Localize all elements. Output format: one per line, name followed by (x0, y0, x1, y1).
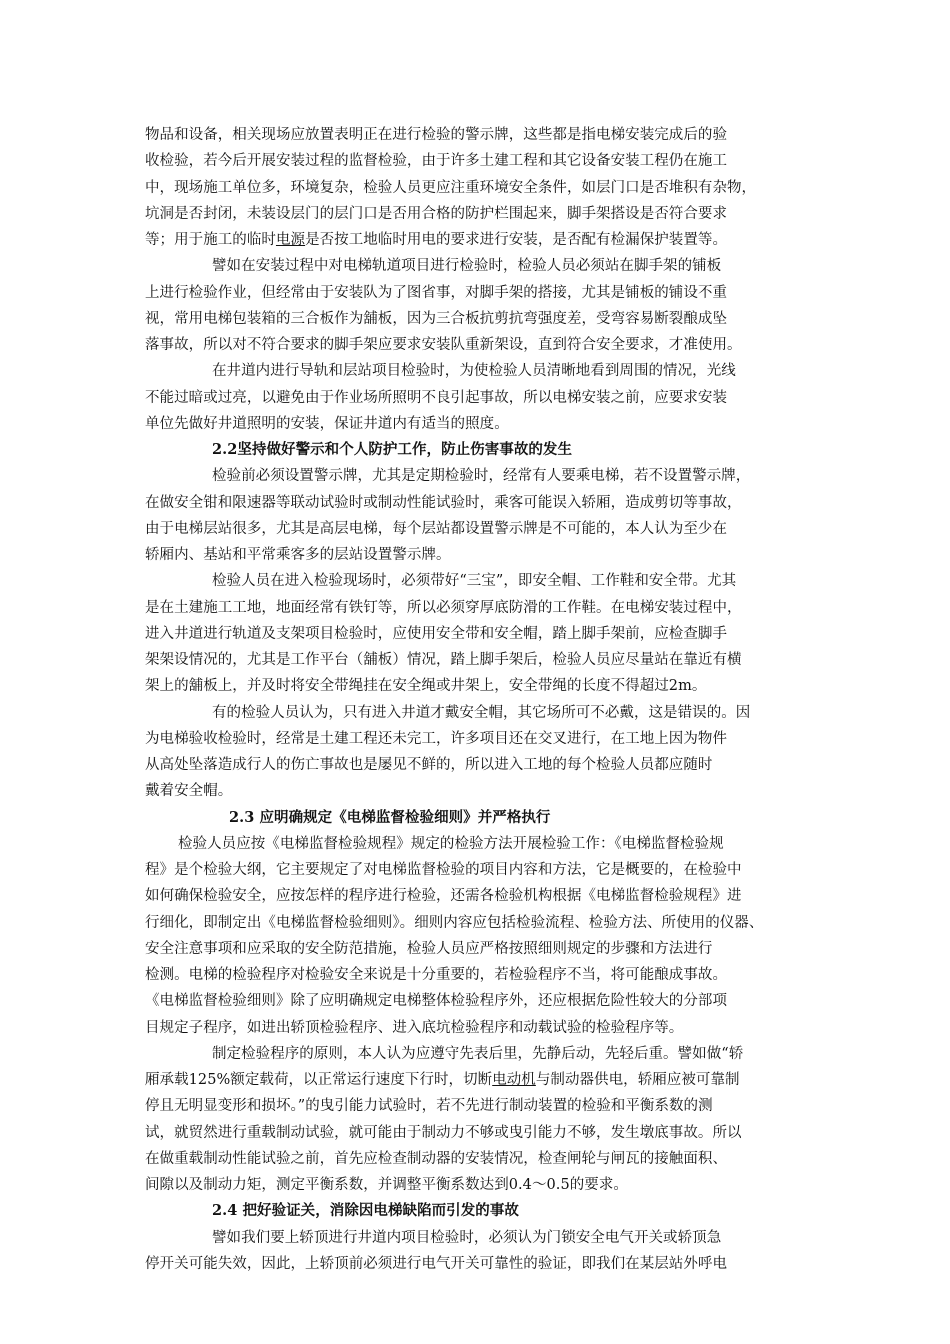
paragraph-start: 检验人员应按《电梯监督检验规程》规定的检验方法开展检验工作：《电梯监督检验规 (178, 835, 724, 852)
text-line: 上进行检验作业，但经常由于安装队为了图省事，对脚手架的搭接，尤其是铺板的铺设不重 (145, 284, 727, 301)
text-line: 检测。电梯的检验程序对检验安全来说是十分重要的，若检验程序不当，将可能酿成事故。 (145, 967, 727, 983)
text-line: 《电梯监督检验细则》除了应明确规定电梯整体检验程序外，还应根据危险性较大的分部项 (145, 993, 727, 1010)
section-heading-2-3: 2.3 应明确规定《电梯监督检验细则》并严格执行 (229, 808, 551, 826)
text-line: 目规定子程序，如进出轿顶检验程序、进入底坑检验程序和动载试验的检验程序等。 (145, 1019, 684, 1036)
paragraph-start: 制定检验程序的原则，本人认为应遵守先表后里，先静后动，先轻后重。譬如做“轿 (212, 1045, 744, 1062)
text-segment: 等；用于施工的临时 (145, 232, 276, 248)
text-line: 视，常用电梯包装箱的三合板作为舖板，因为三合板抗剪抗弯强度差，受弯容易断裂酿成坠 (145, 310, 727, 327)
text-line: 收检验，若今后开展安装过程的监督检验，由于许多土建工程和其它设备安装工程仍在施工 (145, 153, 727, 170)
text-line (145, 1067, 813, 1093)
text-line: 单位先做好井道照明的安装，保证井道内有适当的照度。 (145, 415, 509, 432)
text-segment: 厢承载125%额定载荷，以正常运行速度下行时，切断 (145, 1072, 493, 1088)
paragraph-start: 检验人员在进入检验现场时，必须带好“三宝”，即安全帽、工作鞋和安全带。尤其 (212, 573, 737, 590)
text-line: 在做安全钳和限速器等联动试验时或制动性能试验时，乘客可能误入轿厢，造成剪切等事故， (145, 494, 742, 511)
text-line: 停开关可能失效，因此，上轿顶前必须进行电气开关可靠性的验证，即我们在某层站外呼电 (145, 1255, 727, 1272)
section-heading-2-2: 2.2坚持做好警示和个人防护工作，防止伤害事故的发生 (212, 441, 573, 458)
text-line: 架上的舖板上，并及时将安全带绳挂在安全绳或井架上，安全带绳的长度不得超过2m。 (145, 678, 707, 695)
document-body (145, 122, 813, 1277)
paragraph-start: 检验前必须设置警示牌，尤其是定期检验时，经常有人要乘电梯，若不设置警示牌， (212, 468, 751, 485)
text-segment: 是否按工地临时用电的要求进行安装，是否配有检漏保护装置等。 (305, 232, 728, 248)
text-line: 物品和设备，相关现场应放置表明正在进行检验的警示牌，这些都是指电梯安装完成后的验 (145, 127, 727, 143)
text-line: 坑洞是否封闭，未装设层门的层门口是否用合格的防护栏围起来，脚手架搭设是否符合要求 (145, 205, 727, 222)
text-line: 试，就贸然进行重载制动试验，就可能由于制动力不够或曳引能力不够，发生墩底事故。所以 (145, 1124, 742, 1141)
text-line: 为电梯验收检验时，经常是土建工程还未完工，许多项目还在交叉进行，在工地上因为物件 (145, 730, 727, 747)
section-heading-2-4: 2.4 把好验证关，消除因电梯缺陷而引发的事故 (212, 1202, 519, 1220)
text-line: 从高处坠落造成行人的伤亡事故也是屡见不鲜的，所以进入工地的每个检验人员都应随时 (145, 757, 713, 773)
link-electric-motor[interactable]: 电动机 (492, 1072, 536, 1088)
text-line: 进入井道进行轨道及支架项目检验时，应使用安全带和安全帽，踏上脚手架前，应检查脚手 (145, 625, 727, 642)
paragraph-start: 在井道内进行导轨和层站项目检验时，为使检验人员清晰地看到周围的情况，光线 (212, 363, 736, 380)
text-line: 行细化，即制定出《电梯监督检验细则》。细则内容应包括检验流程、检验方法、所使用的仪器、 (145, 914, 764, 931)
text-line: 停且无明显变形和损坏。”的曳引能力试验时，若不先进行制动装置的检验和平衡系数的测 (145, 1098, 713, 1115)
text-line: 不能过暗或过亮，以避免由于作业场所照明不良引起事故，所以电梯安装之前，应要求安装 (145, 389, 727, 406)
text-line: 是在土建施工工地，地面经常有铁钉等，所以必须穿厚底防滑的工作鞋。在电梯安装过程中， (145, 599, 742, 616)
link-power-source[interactable]: 电源 (275, 232, 306, 248)
text-line (145, 227, 813, 253)
text-line: 架架设情况的，尤其是工作平台（舖板）情况，踏上脚手架后，检验人员应尽量站在靠近有横 (145, 652, 742, 668)
text-line: 由于电梯层站很多，尤其是高层电梯，每个层站都设置警示牌是不可能的，本人认为至少在 (145, 520, 727, 537)
text-line: 安全注意事项和应采取的安全防范措施，检验人员应严格按照细则规定的步骤和方法进行 (145, 940, 713, 957)
text-line: 中，现场施工单位多，环境复杂，检验人员更应注重环境安全条件，如层门口是否堆积有杂物， (145, 179, 757, 196)
text-line: 在做重载制动性能试验之前，首先应检查制动器的安装情况，检查闸轮与闸瓦的接触面积、 (145, 1150, 727, 1167)
text-line: 轿厢内、基站和平常乘客多的层站设置警示牌。 (145, 547, 451, 563)
text-line: 落事故，所以对不符合要求的脚手架应要求安装队重新架设，直到符合安全要求，才准使用。 (145, 337, 742, 353)
text-line: 程》是个检验大纲，它主要规定了对电梯监督检验的项目内容和方法，它是概要的，在检验中 (145, 862, 742, 878)
paragraph-start: 譬如我们要上轿顶进行井道内项目检验时，必须认为门锁安全电气开关或轿顶急 (212, 1229, 722, 1246)
text-line: 如何确保检验安全，应按怎样的程序进行检验，还需各检验机构根据《电梯监督检验规程》进 (145, 888, 742, 905)
text-segment: 与制动器供电，轿厢应被可靠制 (535, 1072, 740, 1088)
paragraph-start: 譬如在安装过程中对电梯轨道项目进行检验时，检验人员必须站在脚手架的铺板 (212, 258, 722, 275)
text-line: 间隙以及制动力矩，测定平衡系数，并调整平衡系数达到0.4～0.5的要求。 (145, 1177, 628, 1193)
paragraph-start: 有的检验人员认为，只有进入井道才戴安全帽，其它场所可不必戴，这是错误的。因 (212, 704, 751, 721)
text-line: 戴着安全帽。 (145, 783, 233, 800)
